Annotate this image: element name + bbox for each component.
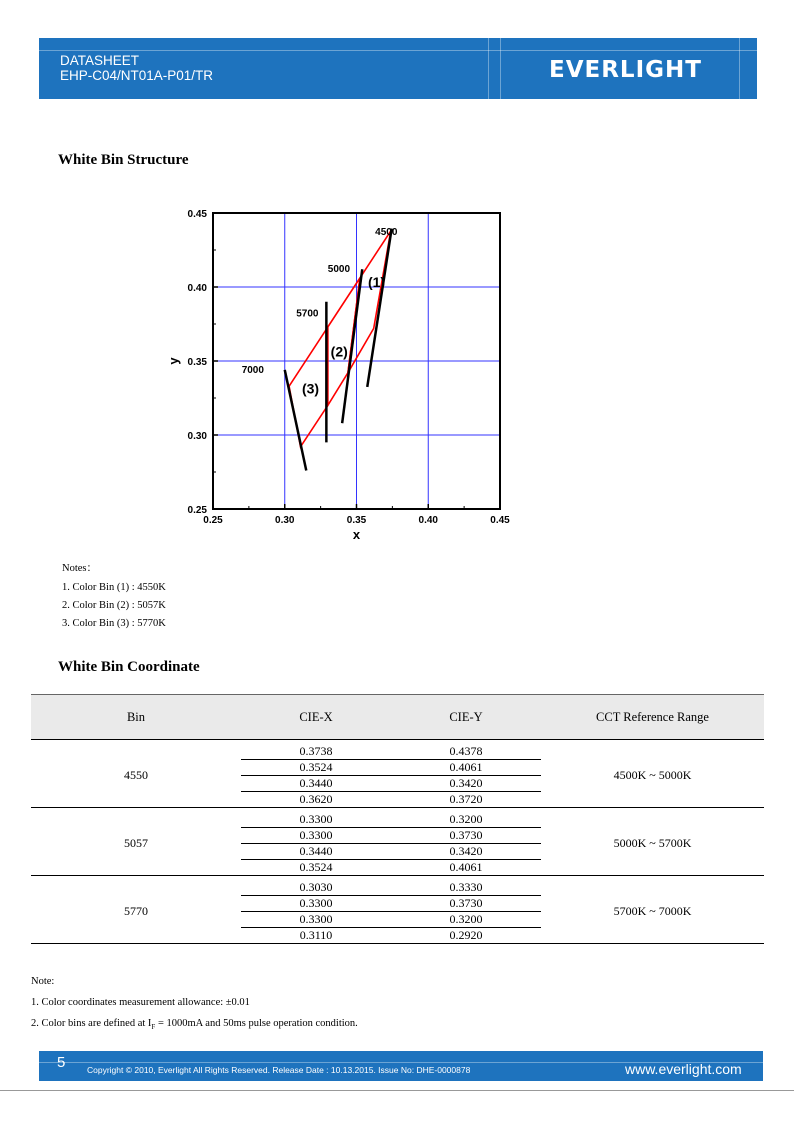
- y-tick-label: 0.45: [187, 209, 207, 220]
- isotherm-line: [367, 229, 391, 387]
- col-header-cie-x: CIE-X: [241, 695, 391, 740]
- cie-y-cell: 0.3330: [391, 876, 541, 896]
- x-axis-label: x: [352, 527, 361, 542]
- cie-x-cell: 0.3738: [241, 740, 391, 760]
- x-tick-label: 0.25: [203, 515, 223, 526]
- section-title-bin-structure: White Bin Structure: [58, 152, 189, 168]
- cie-y-cell: 0.3720: [391, 792, 541, 808]
- website-link[interactable]: www.everlight.com: [625, 1061, 742, 1077]
- footnote-title: Note:: [31, 976, 55, 987]
- bin-structure-chart: [160, 200, 530, 545]
- cct-cell: 4500K ~ 5000K: [541, 740, 764, 808]
- bin-cell: 5057: [31, 808, 241, 876]
- note-item-1: 1. Color Bin (1) : 4550K: [62, 582, 166, 593]
- cie-y-cell: 0.3420: [391, 776, 541, 792]
- bin-label: (2): [330, 343, 348, 360]
- notes-title: Notes：: [62, 563, 97, 574]
- cie-y-cell: 0.4061: [391, 860, 541, 876]
- bottom-divider: [0, 1090, 794, 1091]
- cct-cell: 5000K ~ 5700K: [541, 808, 764, 876]
- part-number: EHP-C04/NT01A-P01/TR: [60, 68, 214, 83]
- notes: [62, 560, 166, 629]
- copyright-text: Copyright © 2010, Everlight All Rights Reserved. Release Date : 10.13.2015. Issue No: DHE-0000878: [87, 1065, 471, 1075]
- cie-x-cell: 0.3440: [241, 776, 391, 792]
- y-axis-label: y: [166, 357, 181, 365]
- cie-y-cell: 0.4061: [391, 760, 541, 776]
- section-title-bin-coordinate: White Bin Coordinate: [58, 659, 200, 675]
- page-number: 5: [57, 1054, 66, 1071]
- isotherm-label: 7000: [241, 364, 264, 376]
- col-header-cct: CCT Reference Range: [541, 695, 764, 740]
- footnote-item-1: 1. Color coordinates measurement allowance: ±0.01: [31, 997, 250, 1008]
- cie-x-cell: 0.3300: [241, 808, 391, 828]
- x-tick-label: 0.30: [275, 515, 295, 526]
- cie-x-cell: 0.3110: [241, 928, 391, 944]
- bin-label: (3): [301, 380, 320, 397]
- cie-y-cell: 0.3420: [391, 844, 541, 860]
- table-row: [31, 740, 764, 760]
- isotherm-label: 4500: [375, 227, 398, 239]
- footnote-item-2: 2. Color bins are defined at $I_F = 1000mA$ and 50ms pulse operation condition.: [31, 1018, 358, 1032]
- y-tick-label: 0.40: [187, 283, 207, 294]
- bin-label: (1): [367, 274, 386, 290]
- cie-x-cell: 0.3620: [241, 792, 391, 808]
- x-tick-label: 0.40: [418, 515, 438, 526]
- cie-x-cell: 0.3030: [241, 876, 391, 896]
- cie-y-cell: 0.3730: [391, 828, 541, 844]
- note-item-3: 3. Color Bin (3) : 5770K: [62, 618, 166, 629]
- cct-cell: 5700K ~ 7000K: [541, 876, 764, 944]
- brand-logo: EVERLIGHT: [549, 57, 702, 83]
- bin-cell: 5770: [31, 876, 241, 944]
- cie-x-cell: 0.3300: [241, 828, 391, 844]
- table-header-row: [31, 695, 764, 740]
- cie-y-cell: 0.3730: [391, 896, 541, 912]
- doc-type: DATASHEET: [60, 53, 140, 68]
- col-header-bin: Bin: [31, 695, 241, 740]
- isotherm-label: 5700: [296, 308, 319, 320]
- note-item-2: 2. Color Bin (2) : 5057K: [62, 600, 166, 611]
- page-header: [39, 38, 757, 99]
- cie-y-cell: 0.3200: [391, 912, 541, 928]
- cie-y-cell: 0.4378: [391, 740, 541, 760]
- x-tick-label: 0.35: [346, 515, 367, 526]
- x-tick-label: 0.45: [490, 515, 510, 526]
- cie-x-cell: 0.3300: [241, 896, 391, 912]
- table-row: [31, 876, 764, 896]
- y-tick-label: 0.30: [187, 431, 207, 442]
- cie-y-cell: 0.2920: [391, 928, 541, 944]
- cie-x-cell: 0.3300: [241, 912, 391, 928]
- cie-x-cell: 0.3440: [241, 844, 391, 860]
- y-tick-label: 0.35: [187, 357, 207, 368]
- page-footer: [39, 1051, 763, 1081]
- bin-polygon: [328, 278, 360, 405]
- isotherm-label: 5000: [327, 264, 351, 276]
- bin-coordinate-table: [31, 694, 764, 944]
- cie-x-cell: 0.3524: [241, 860, 391, 876]
- cie-x-cell: 0.3524: [241, 760, 391, 776]
- bin-cell: 4550: [31, 740, 241, 808]
- table-row: [31, 808, 764, 828]
- header-text: [60, 53, 213, 83]
- cie-y-cell: 0.3200: [391, 808, 541, 828]
- bin-polygon: [348, 231, 391, 373]
- y-tick-label: 0.25: [187, 505, 207, 516]
- col-header-cie-y: CIE-Y: [391, 695, 541, 740]
